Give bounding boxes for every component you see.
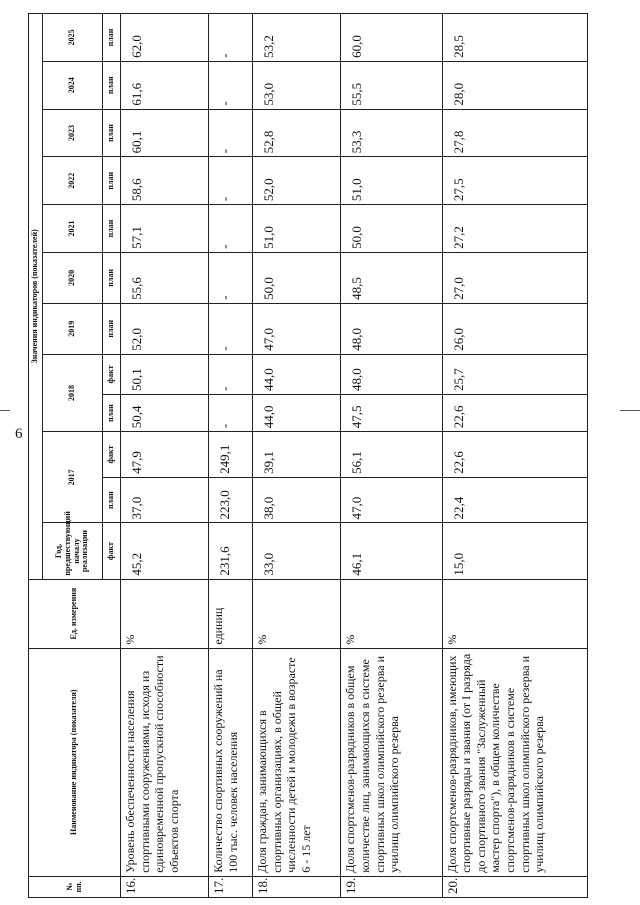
header-unit: Ед. измерения xyxy=(29,579,121,648)
value-cell: 53,2 xyxy=(253,14,341,62)
header-plan: план xyxy=(103,61,121,109)
scan-mark xyxy=(620,410,640,411)
row-number: 16. xyxy=(121,876,209,897)
value-cell: - xyxy=(209,205,253,253)
value-cell: 50,0 xyxy=(341,205,442,253)
header-plan: план xyxy=(103,303,121,354)
value-cell: 50,0 xyxy=(253,252,341,303)
value-cell: 48,5 xyxy=(341,252,442,303)
header-plan: план xyxy=(103,205,121,253)
value-cell: 47,5 xyxy=(341,395,442,432)
value-cell: 22,6 xyxy=(442,395,587,432)
value-cell: 47,0 xyxy=(253,303,341,354)
value-cell: 60,0 xyxy=(341,14,442,62)
value-cell: 57,1 xyxy=(121,205,209,253)
header-values-group: Значения индикаторов (показателей) xyxy=(29,14,43,580)
header-base-year: Год, предшествующий началу реализации xyxy=(43,523,103,579)
header-year-2025: 2025 xyxy=(43,14,103,62)
table-row xyxy=(209,14,253,898)
value-cell: - xyxy=(209,395,253,432)
table-row xyxy=(442,14,587,898)
header-plan: план xyxy=(103,157,121,205)
value-cell: 38,0 xyxy=(253,477,341,523)
value-cell: 48,0 xyxy=(341,354,442,394)
table-row xyxy=(121,14,209,898)
value-cell: 55,5 xyxy=(341,61,442,109)
header-plan: план xyxy=(103,109,121,157)
value-cell: 44,0 xyxy=(253,354,341,394)
value-cell: 25,7 xyxy=(442,354,587,394)
value-cell: 51,0 xyxy=(253,205,341,253)
header-year-2021: 2021 xyxy=(43,205,103,253)
value-cell: 51,0 xyxy=(341,157,442,205)
value-cell: 52,0 xyxy=(121,303,209,354)
value-cell: - xyxy=(209,354,253,394)
rotated-table-wrapper xyxy=(28,13,588,898)
value-cell: 249,1 xyxy=(209,432,253,478)
value-cell: 50,4 xyxy=(121,395,209,432)
header-year-2020: 2020 xyxy=(43,252,103,303)
indicator-name: Количество спортивных сооружений на 100 тыс. человек населения xyxy=(209,648,253,876)
value-cell: 28,0 xyxy=(442,61,587,109)
indicator-name: Уровень обеспеченности населения спортивными сооружениями, исходя из единовременной пропускной способности объектов спорта xyxy=(121,648,209,876)
header-fact: факт xyxy=(103,432,121,478)
value-cell: 60,1 xyxy=(121,109,209,157)
value-cell: 33,0 xyxy=(253,523,341,579)
value-cell: 39,1 xyxy=(253,432,341,478)
value-cell: 52,8 xyxy=(253,109,341,157)
unit-cell: единиц xyxy=(209,579,253,648)
value-cell: - xyxy=(209,303,253,354)
value-cell: 52,0 xyxy=(253,157,341,205)
indicators-table xyxy=(28,13,588,898)
value-cell: 45,2 xyxy=(121,523,209,579)
value-cell: 44,0 xyxy=(253,395,341,432)
row-number: 19. xyxy=(341,876,442,897)
header-plan: план xyxy=(103,14,121,62)
value-cell: 22,4 xyxy=(442,477,587,523)
value-cell: 27,0 xyxy=(442,252,587,303)
header-year-2018: 2018 xyxy=(43,354,103,431)
value-cell: - xyxy=(209,109,253,157)
value-cell: 56,1 xyxy=(341,432,442,478)
value-cell: 28,5 xyxy=(442,14,587,62)
value-cell: 26,0 xyxy=(442,303,587,354)
row-number: 17. xyxy=(209,876,253,897)
header-num: № пп. xyxy=(29,876,121,897)
value-cell: 15,0 xyxy=(442,523,587,579)
unit-cell: % xyxy=(121,579,209,648)
row-number: 20. xyxy=(442,876,587,897)
header-year-2023: 2023 xyxy=(43,109,103,157)
header-plan: план xyxy=(103,252,121,303)
header-plan: план xyxy=(103,395,121,432)
indicator-name: Доля граждан, занимающихся в спортивных организациях, в общей численности детей и молодежи в возрасте 6 - 15 лет xyxy=(253,648,341,876)
value-cell: - xyxy=(209,14,253,62)
value-cell: 27,5 xyxy=(442,157,587,205)
value-cell: 47,9 xyxy=(121,432,209,478)
value-cell: 231,6 xyxy=(209,523,253,579)
value-cell: 62,0 xyxy=(121,14,209,62)
value-cell: 53,0 xyxy=(253,61,341,109)
indicator-name: Доля спортсменов-разрядников в общем количестве лиц, занимающихся в системе спортивных школ олимпийского резерва и училищ олимпийского резерва xyxy=(341,648,442,876)
unit-cell: % xyxy=(253,579,341,648)
value-cell: 50,1 xyxy=(121,354,209,394)
scan-mark xyxy=(0,410,10,411)
table-row xyxy=(341,14,442,898)
indicator-name: Доля спортсменов-разрядников, имеющих спортивные разряды и звания (от I разряда до спортивного звания "Заслуженный мастер спорта"), в общем количестве спортсменов-разрядников в системе спортивных школ олимпийского резерва и училищ олимпийского резерва xyxy=(442,648,587,876)
header-name: Наименование индикатора (показателя) xyxy=(29,648,121,876)
value-cell: 48,0 xyxy=(341,303,442,354)
value-cell: 58,6 xyxy=(121,157,209,205)
header-plan: план xyxy=(103,477,121,523)
value-cell: - xyxy=(209,157,253,205)
value-cell: 27,8 xyxy=(442,109,587,157)
value-cell: 61,6 xyxy=(121,61,209,109)
page-number: 6 xyxy=(15,426,23,442)
table-row xyxy=(253,14,341,898)
value-cell: 22,6 xyxy=(442,432,587,478)
row-number: 18. xyxy=(253,876,341,897)
header-year-2022: 2022 xyxy=(43,157,103,205)
header-year-2019: 2019 xyxy=(43,303,103,354)
value-cell: 47,0 xyxy=(341,477,442,523)
value-cell: 46,1 xyxy=(341,523,442,579)
unit-cell: % xyxy=(442,579,587,648)
header-year-2024: 2024 xyxy=(43,61,103,109)
header-fact: факт xyxy=(103,354,121,394)
value-cell: 37,0 xyxy=(121,477,209,523)
value-cell: 223,0 xyxy=(209,477,253,523)
header-year-2017: 2017 xyxy=(43,432,103,523)
value-cell: 53,3 xyxy=(341,109,442,157)
value-cell: - xyxy=(209,61,253,109)
value-cell: 55,6 xyxy=(121,252,209,303)
value-cell: - xyxy=(209,252,253,303)
value-cell: 27,2 xyxy=(442,205,587,253)
header-fact: факт xyxy=(103,523,121,579)
unit-cell: % xyxy=(341,579,442,648)
